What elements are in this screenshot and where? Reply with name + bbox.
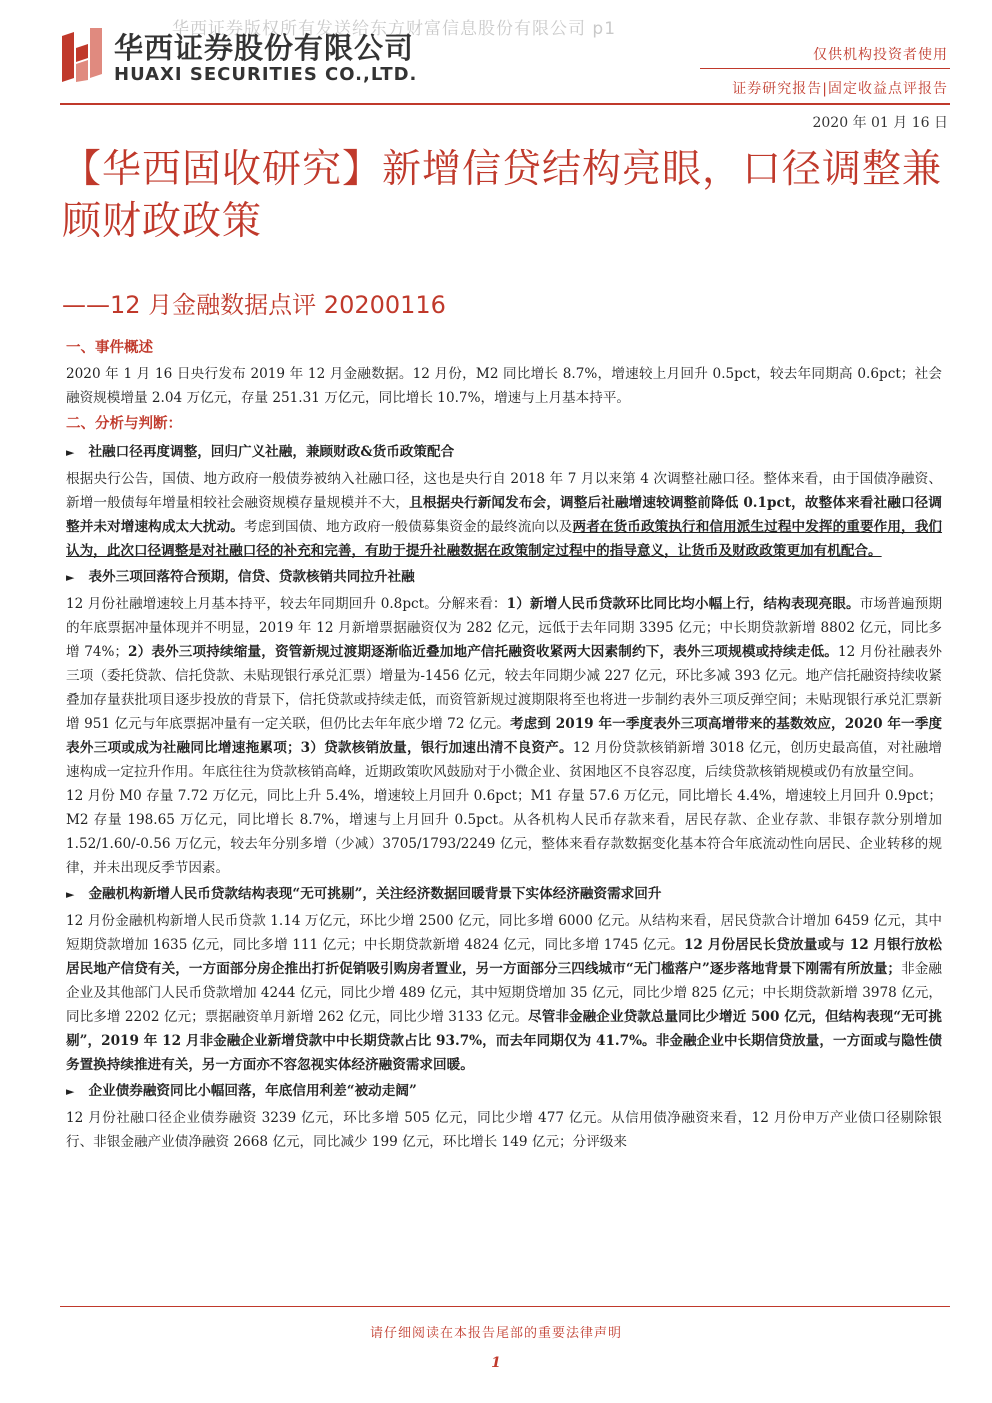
bold-underline-run: 两者在货币政策执行和信用派生过程中发挥的重要作用，我们认为，此次口径调整是对社融口径的补充和完善，有助于提升社融数据在政策制定过程中的指导意义，让货币及财政政策更加有机配合。: [66, 519, 943, 559]
text-run: 12 月份金融机构新增人民币贷款 1.14 万亿元，环比少增 2500 亿元，同比多增 6000 亿元。从结构来看，居民贷款合计增加 6459 亿元，其中短期贷款增加 1635 亿元，同比多增 111 亿元；中长期贷款新增 4824 亿元，同比多增 1745 亿元。: [66, 913, 942, 953]
huaxi-logo-icon: [62, 28, 102, 82]
header-divider: [700, 68, 950, 69]
bold-run: 12 月份居民长贷放量或与 12 月银行放松居民地产信贷有关，一方面部分房企推出打折促销吸引购房者置业，另一方面部分三四线城市“无门槛落户”逐步落地背景下刚需有所放量；: [66, 937, 942, 977]
page-subtitle: ——12 月金融数据点评 20200116: [62, 291, 446, 319]
text-run: 根据央行公告，国债、地方政府一般债券被纳入社融口径，这也是央行自 2018 年 7 月以来第 4 次调整社融口径。整体来看，由于国债净融资、新增一般债每年增量相较社会融资规模存量规模并不大，: [66, 471, 942, 511]
bullet-heading: [66, 880, 942, 909]
bullet-title: 企业债券融资同比小幅回落，年底信用利差“被动走阔”: [88, 1083, 417, 1099]
section-heading: 一、事件概述: [66, 340, 153, 356]
bullet-heading: [66, 563, 942, 592]
watermark: 华西证券版权所有发送给东方财富信息股份有限公司 p1: [172, 19, 617, 39]
paragraph: [66, 592, 942, 784]
section-heading: 二、分析与判断：: [66, 416, 182, 432]
audience-label: 仅供机构投资者使用: [813, 47, 948, 63]
bold-run: 尽管非金融企业贷款总量同比少增近 500 亿元，但结构表现“无可挑剔”，2019 年 12 月非金融企业新增贷款中中长期贷款占比 93.7%，而去年同期仅为 41.7%。非金融企业中长期信贷放量，一方面或与隐性债务置换持续推进有关，另一方面亦不容忽视实体经济融资需求回暖。: [66, 1009, 942, 1073]
bullet-arrow-icon: ►: [66, 446, 75, 459]
text-run: 非金融企业及其他部门人民币贷款增加 4244 亿元，同比少增 489 亿元，其中短期贷增加 35 亿元，同比少增 825 亿元；中长期贷款新增 3978 亿元，同比多增 2202 亿元；票据融资单月新增 262 亿元，同比少增 3133 亿元。: [66, 961, 942, 1025]
company-name-en: HUAXI SECURITIES CO.,LTD.: [114, 64, 418, 85]
bullet-title: 表外三项回落符合预期，信贷、贷款核销共同拉升社融: [88, 569, 415, 585]
page-title: 【华西固收研究】新增信贷结构亮眼，口径调整兼顾财政政策: [62, 147, 943, 244]
footer-divider: [60, 1306, 950, 1307]
header-main-divider: [60, 103, 950, 105]
text-run: 12 月份社融表外三项（委托贷款、信托贷款、未贴现银行承兑汇票）增量为-1456 亿元，较去年同期少减 227 亿元，环比多减 393 亿元。地产信托融资持续收紧叠加存量获批项目逐步投放的背景下，信托贷款或持续走低，而资管新规过渡期限将至也将进一步制约表外三项反弹空间；未贴现银行承兑汇票新增 951 亿元与年底票据冲量有一定关联，但仍比去年年底少增 72 亿元。: [66, 644, 942, 732]
bullet-title: 社融口径再度调整，回归广义社融，兼顾财政&货币政策配合: [88, 444, 455, 460]
report-type-label: 证券研究报告|固定收益点评报告: [732, 81, 948, 97]
report-date: 2020 年 01 月 16 日: [812, 115, 948, 131]
paragraph: [66, 909, 942, 1077]
paragraph: 12 月份社融口径企业债券融资 3239 亿元，环比多增 505 亿元，同比少增 477 亿元。从信用债净融资来看，12 月份申万产业债口径剔除银行、非银金融产业债净融资 2668 亿元，同比减少 199 亿元，环比增长 149 亿元；分评级来: [66, 1110, 942, 1150]
text-run: 12 月份社融增速较上月基本持平，较去年同期回升 0.8pct。分解来看：: [66, 596, 507, 612]
bullet-arrow-icon: ►: [66, 888, 75, 901]
text-run: 12 月份贷款核销新增 3018 亿元，创历史最高值，对社融增速构成一定拉升作用。年底往往为贷款核销高峰，近期政策吹风鼓励对于小微企业、贫困地区不良容忍度，后续贷款核销规模或仍有放量空间。: [66, 740, 942, 780]
bold-run: 考虑到 2019 年一季度表外三项高增带来的基数效应，2020 年一季度表外三项或成为社融同比增速拖累项；3）贷款核销放量，银行加速出清不良资产。: [66, 716, 942, 756]
bullet-arrow-icon: ►: [66, 571, 75, 584]
bold-run: 且根据央行新闻发布会，调整后社融增速较调整前降低 0.1pct，故整体来看社融口径调整并未对增速构成太大扰动。: [66, 495, 942, 535]
text-run: 考虑到国债、地方政府一般债募集资金的最终流向以及: [243, 519, 573, 535]
bullet-title: 金融机构新增人民币贷款结构表现“无可挑剔”，关注经济数据回暖背景下实体经济融资需求回升: [88, 886, 662, 902]
bullet-heading: [66, 1077, 942, 1106]
legal-notice: 请仔细阅读在本报告尾部的重要法律声明: [369, 1326, 622, 1341]
page-number: 1: [491, 1355, 501, 1371]
report-body: [66, 334, 942, 1154]
bold-run: 2）表外三项持续缩量，资管新规过渡期逐渐临近叠加地产信托融资收紧两大因素制约下，表外三项规模或持续走低。: [128, 644, 838, 660]
bold-run: 1）新增人民币贷款环比同比均小幅上行，结构表现亮眼。: [506, 596, 860, 612]
bullet-arrow-icon: ►: [66, 1085, 75, 1098]
bullet-heading: [66, 438, 942, 467]
company-name-cn: 华西证券股份有限公司: [114, 31, 415, 65]
paragraph: [66, 467, 942, 563]
paragraph: 2020 年 1 月 16 日央行发布 2019 年 12 月金融数据。12 月份，M2 同比增长 8.7%，增速较上月回升 0.5pct，较去年同期高 0.6pct；社会融资规模增量 2.04 万亿元，存量 251.31 万亿元，同比增长 10.7%，增速与上月基本持平。: [66, 366, 942, 406]
paragraph: 12 月份 M0 存量 7.72 万亿元，同比上升 5.4%，增速较上月回升 0.6pct；M1 存量 57.6 万亿元，同比增长 4.4%，增速较上月回升 0.9pct；M2 存量 198.65 万亿元，同比增长 8.7%，增速与上月回升 0.5pct。从各机构人民币存款来看，居民存款、企业存款、非银存款分别增加 1.52/1.60/-0.56 万亿元，较去年分别多增（少减）3705/1793/2249 亿元，整体来看存款数据变化基本符合年底流动性向居民、企业转移的规律，并未出现反季节因素。: [66, 788, 942, 876]
text-run: 市场普遍预期的年底票据冲量体现并不明显，2019 年 12 月新增票据融资仅为 282 亿元，远低于去年同期 3395 亿元；中长期贷款新增 8802 亿元，同比多增 74%；: [66, 596, 942, 660]
